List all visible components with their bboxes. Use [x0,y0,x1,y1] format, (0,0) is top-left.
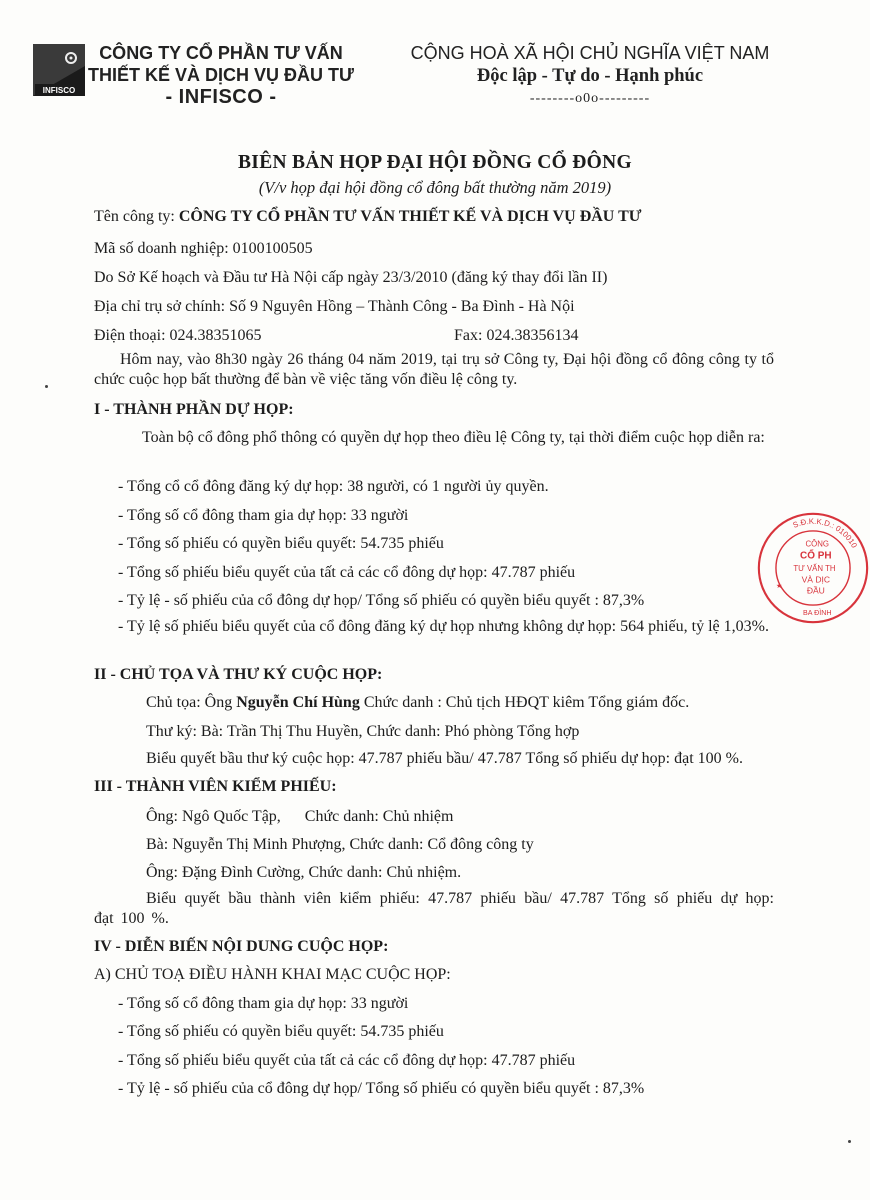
company-header [86,42,356,108]
list-item: - Tổng số phiếu có quyền biểu quyết: 54.735 phiếu [118,535,444,552]
list-item: - Tổng số phiếu biểu quyết của tất cả các cổ đông dự họp: 47.787 phiếu [118,1052,576,1069]
document-subtitle: (V/v họp đại hội đồng cổ đông bất thường năm 2019) [258,178,612,197]
nation-motto: Độc lập - Tự do - Hạnh phúc [476,66,704,86]
company-seal [756,488,870,648]
list-item: - Tổng số cổ đông tham gia dự họp: 33 người [118,507,409,524]
scan-speck [45,385,48,388]
list-item: - Tỷ lệ số phiếu biểu quyết của cổ đông đăng ký dự họp nhưng không dự họp: 564 phiếu, tỷ lệ 1,03%. [118,618,769,635]
list-item: - Tỷ lệ - số phiếu của cổ đông dự họp/ Tổng số phiếu có quyền biểu quyết : 87,3% [118,1080,645,1097]
company-label: Tên công ty: [94,208,179,225]
seal-star: ★ [775,581,783,590]
secretary-vote: Biểu quyết bầu thư ký cuộc họp: 47.787 phiếu bầu/ 47.787 Tổng số phiếu dự họp: đạt 100 %. [146,750,743,767]
counter-member: Ông: Đặng Đình Cường, Chức danh: Chủ nhiệm. [146,864,462,881]
document-title: BIÊN BẢN HỌP ĐẠI HỘI ĐỒNG CỔ ĐÔNG [238,152,632,173]
chair-prefix: Chủ tọa: Ông [146,694,237,711]
company-abbr: - INFISCO - [165,86,277,108]
section-4-sub-a: A) CHỦ TOẠ ĐIỀU HÀNH KHAI MẠC CUỘC HỌP: [94,966,451,983]
company-name: CÔNG TY CỔ PHẦN TƯ VẤN THIẾT KẾ VÀ DỊCH VỤ ĐẦU TƯ [178,208,642,225]
secretary-line: Thư ký: Bà: Trần Thị Thu Huyền, Chức danh: Phó phòng Tổng hợp [146,723,580,740]
section-2-heading: II - CHỦ TỌA VÀ THƯ KÝ CUỘC HỌP: [94,666,383,683]
chair-line [146,692,689,713]
company-line-1: CÔNG TY CỔ PHẦN TƯ VẤN [99,43,343,63]
company-line-2: THIẾT KẾ VÀ DỊCH VỤ ĐẦU TƯ [88,65,354,85]
counter-member: Ông: Ngô Quốc Tập, Chức danh: Chủ nhiệm [146,808,454,825]
section-1-heading: I - THÀNH PHẦN DỰ HỌP: [94,401,294,418]
intro-paragraph: Hôm nay, vào 8h30 ngày 26 tháng 04 năm 2019, tại trụ sở Công ty, Đại hội đồng cổ đông công ty tổ chức cuộc họp bất thường để bàn về việc tăng vốn điều lệ công ty. [94,351,774,388]
nation-title: CỘNG HOÀ XÃ HỘI CHỦ NGHĨA VIỆT NAM [410,43,770,63]
seal-line-5: ĐẦU [806,585,825,596]
list-item: - Tổng số phiếu có quyền biểu quyết: 54.735 phiếu [118,1023,444,1040]
phone: Điện thoại: 024.38351065 [94,327,262,344]
nation-divider: --------o0o--------- [529,91,651,106]
tax-code: Mã số doanh nghiệp: 0100100505 [94,240,313,257]
company-name-line [94,206,641,227]
list-item: - Tổng số phiếu biểu quyết của tất cả các cổ đông dự họp: 47.787 phiếu [118,564,576,581]
scan-speck [848,1140,851,1143]
seal-ring-text: S.Đ.K.K.D.: 010010 [791,516,859,550]
fax: Fax: 024.38356134 [454,327,579,344]
seal-bottom-text: BA ĐÌNH [803,609,832,618]
section-1-intro: Toàn bộ cổ đông phổ thông có quyền dự họp theo điều lệ Công ty, tại thời điểm cuộc họp diễn ra: [142,429,765,446]
seal-line-1: CÔNG [805,539,830,549]
logo-text: INFISCO [42,86,76,95]
issued-by: Do Sở Kế hoạch và Đầu tư Hà Nội cấp ngày 23/3/2010 (đăng ký thay đổi lần II) [94,269,608,286]
seal-line-4: VÀ DỊC [801,574,831,585]
national-header [410,42,770,110]
list-item: - Tổng cổ cổ đông đăng ký dự họp: 38 người, có 1 người ủy quyền. [118,478,549,495]
list-item: - Tỷ lệ - số phiếu của cổ đông dự họp/ Tổng số phiếu có quyền biểu quyết : 87,3% [118,592,645,609]
list-item: - Tổng số cổ đông tham gia dự họp: 33 người [118,995,409,1012]
infisco-logo [33,44,85,96]
counter-member: Bà: Nguyễn Thị Minh Phượng, Chức danh: Cổ đông công ty [146,836,534,853]
seal-line-3: TƯ VẤN TH [793,563,836,573]
chair-title: Chức danh : Chủ tịch HĐQT kiêm Tổng giám đốc. [359,694,690,711]
counter-vote: Biểu quyết bầu thành viên kiểm phiếu: 47.787 phiếu bầu/ 47.787 Tổng số phiếu dự họp: đạt 100 %. [94,890,774,927]
seal-line-2: CỔ PH [800,550,832,562]
section-4-heading: IV - DIỄN BIẾN NỘI DUNG CUỘC HỌP: [94,938,389,955]
chair-name: Nguyễn Chí Hùng [236,694,360,711]
address: Địa chỉ trụ sở chính: Số 9 Nguyên Hồng – Thành Công - Ba Đình - Hà Nội [94,298,575,315]
section-3-heading: III - THÀNH VIÊN KIỂM PHIẾU: [94,778,337,795]
